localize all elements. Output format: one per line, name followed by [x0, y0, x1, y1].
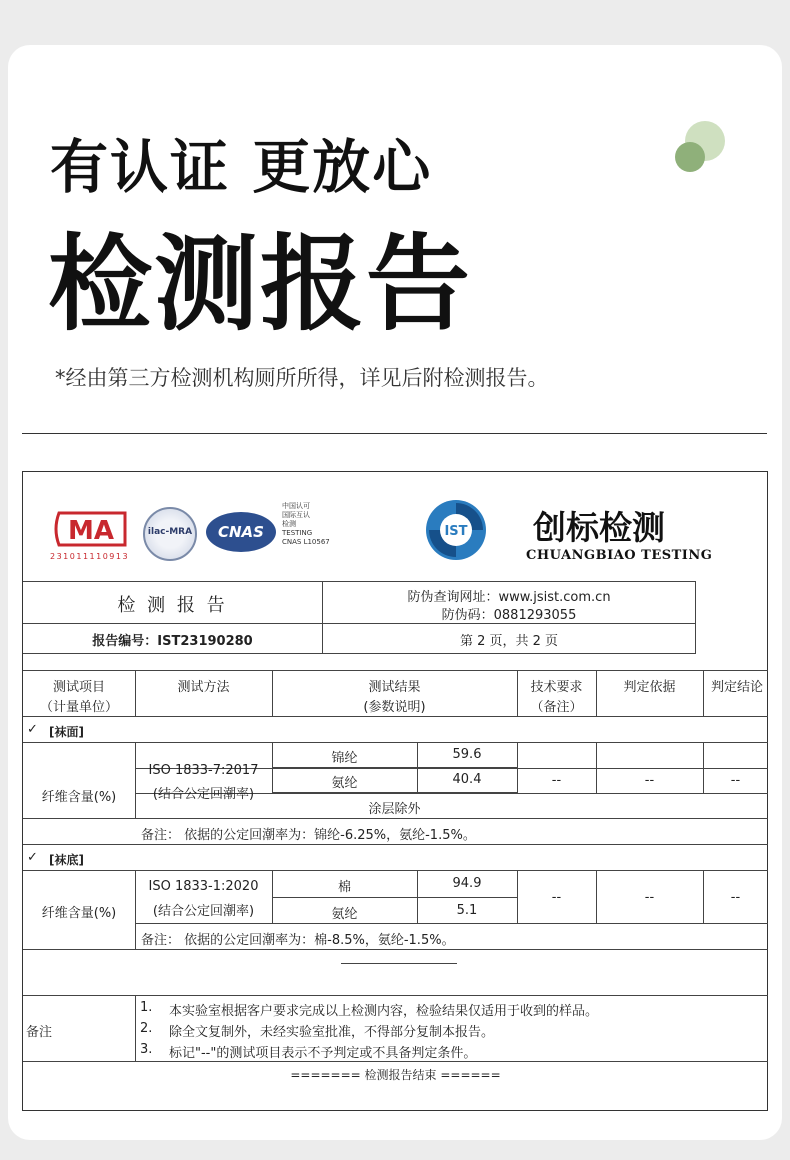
section-basis: --: [644, 773, 655, 788]
section-remark: 备注： 依据的公定回潮率为：锦纶-6.25%，氨纶-1.5%。: [141, 828, 476, 843]
report-page: 第 2 页，共 2 页: [459, 634, 559, 649]
check-icon: ✓: [27, 722, 38, 737]
fiber-name: 氨纶: [331, 907, 358, 922]
check-icon: ✓: [27, 850, 38, 865]
th-req: 技术要求: [530, 680, 583, 695]
cnas-text: CNAS: [218, 523, 264, 541]
fiber-name: 氨纶: [331, 776, 358, 791]
company-name-en: CHUANGBIAO TESTING: [526, 548, 713, 563]
headline-note: *经由第三方检测机构厕所所得，详见后附检测报告。: [55, 366, 549, 390]
section-item: 纤维含量(%): [41, 906, 117, 921]
ist-text: IST: [444, 524, 468, 539]
section-extra: 涂层除外: [368, 802, 421, 817]
report-end: ======= 检测报告结束 ======: [290, 1068, 501, 1082]
note-num: 3.: [140, 1042, 153, 1057]
section-name: [袜底]: [49, 853, 84, 867]
headline-line2: 检测报告: [48, 223, 473, 345]
th-result-note: (参数说明): [363, 700, 426, 715]
section-conclusion: --: [730, 773, 741, 788]
headline-line1: 有认证 更放心: [50, 133, 433, 201]
cma-code: 231011110913: [50, 552, 130, 561]
section-method: ISO 1833-1:2020: [148, 879, 259, 894]
fiber-value: 5.1: [456, 903, 478, 918]
notes-label: 备注: [26, 1025, 53, 1040]
th-req-note: （备注）: [530, 700, 583, 715]
fiber-value: 59.6: [452, 747, 482, 762]
report-anticode: 防伪码：0881293055: [441, 608, 577, 623]
cnas-side-text: 中国认可 国际互认 检测 TESTING CNAS L10567: [282, 502, 330, 546]
ilac-text: ilac-MRA: [147, 527, 193, 537]
th-method: 测试方法: [177, 680, 230, 695]
report-website: 防伪查询网址：www.jsist.com.cn: [407, 590, 611, 605]
section-method: ISO 1833-7:2017: [148, 763, 259, 778]
note-num: 1.: [140, 1000, 153, 1015]
note-text: 除全文复制外，未经实验室批准，不得部分复制本报告。: [169, 1025, 495, 1040]
section-conclusion: --: [730, 890, 741, 905]
report-number: 报告编号：IST23190280: [92, 634, 253, 649]
th-item: 测试项目: [52, 680, 105, 695]
svg-text:MA: MA: [68, 516, 114, 546]
decor-dot-dark: [675, 142, 705, 172]
section-basis: --: [644, 890, 655, 905]
ist-logo: [423, 497, 489, 563]
company-name-cn: 创标检测: [533, 508, 665, 547]
cnas-logo: [206, 512, 276, 552]
section-item: 纤维含量(%): [41, 790, 117, 805]
cma-logo: [51, 510, 133, 548]
ilac-mra-logo: [143, 507, 197, 561]
test-report: [22, 471, 768, 1111]
note-num: 2.: [140, 1021, 153, 1036]
section-remark: 备注： 依据的公定回潮率为：棉-8.5%，氨纶-1.5%。: [141, 933, 455, 948]
th-conclusion: 判定结论: [711, 680, 764, 695]
divider: [22, 433, 767, 434]
fiber-value: 94.9: [452, 876, 482, 891]
th-basis: 判定依据: [623, 680, 676, 695]
section-req: --: [551, 773, 562, 788]
th-item-unit: （计量单位）: [39, 700, 118, 715]
note-text: 本实验室根据客户要求完成以上检测内容，检验结果仅适用于收到的样品。: [169, 1004, 599, 1019]
section-name: [袜面]: [49, 725, 84, 739]
section-req: --: [551, 890, 562, 905]
th-result: 测试结果: [368, 680, 421, 695]
section-method-note: (结合公定回潮率): [152, 787, 255, 802]
fiber-value: 40.4: [452, 772, 482, 787]
report-title: 检 测 报 告: [117, 595, 228, 616]
section-method-note: (结合公定回潮率): [152, 904, 255, 919]
short-divider: [341, 963, 457, 964]
fiber-name: 锦纶: [331, 751, 358, 766]
note-text: 标记"--"的测试项目表示不予判定或不具备判定条件。: [169, 1046, 477, 1061]
fiber-name: 棉: [337, 880, 351, 895]
